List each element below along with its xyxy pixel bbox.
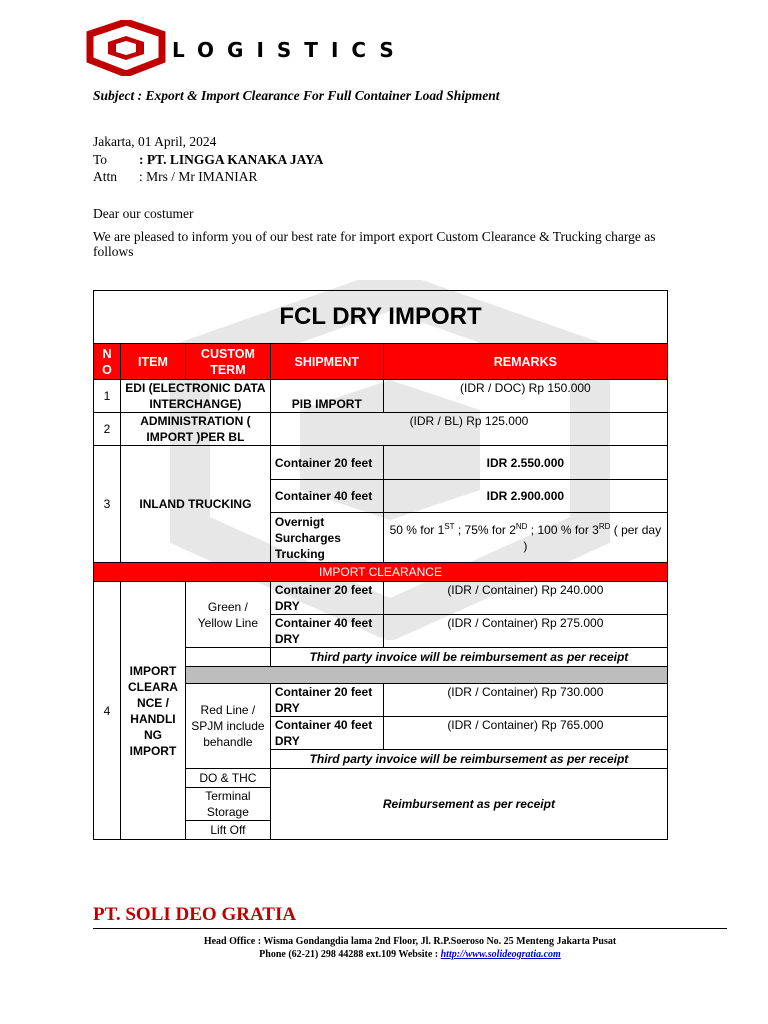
to-value: : PT. LINGGA KANAKA JAYA — [139, 152, 324, 167]
green-container20: Container 20 feet DRY — [270, 582, 383, 615]
row3-container20-price: IDR 2.550.000 — [383, 446, 667, 480]
third-party-note-1: Third party invoice will be reimbursement as per receipt — [270, 648, 667, 667]
row2-remarks: (IDR / BL) Rp 125.000 — [270, 413, 667, 446]
third-party-note-2: Third party invoice will be reimbursement as per receipt — [270, 750, 667, 769]
header-shipment: SHIPMENT — [270, 344, 383, 380]
to-label: To — [93, 152, 108, 167]
red-line: Red Line / SPJM include behandle — [185, 684, 270, 769]
header-remarks: REMARKS — [383, 344, 667, 380]
reimbursement-note: Reimbursement as per receipt — [270, 769, 667, 840]
header-custom-term: CUSTOM TERM — [185, 344, 270, 380]
do-thc: DO & THC — [185, 769, 270, 788]
letter-to — [93, 152, 323, 168]
header-item: ITEM — [120, 344, 185, 380]
table-title: FCL DRY IMPORT — [94, 291, 668, 344]
company-logo-icon — [86, 20, 166, 76]
terminal-storage: Terminal Storage — [185, 788, 270, 821]
greeting: Dear our costumer — [93, 206, 194, 221]
logo-text: LOGISTICS — [172, 38, 407, 62]
green-container40: Container 40 feet DRY — [270, 615, 383, 648]
green-line: Green / Yellow Line — [185, 582, 270, 648]
red-container20-price: (IDR / Container) Rp 730.000 — [383, 684, 667, 717]
row1-no: 1 — [94, 380, 121, 413]
row3-overnight-remarks: 50 % for 1ST ; 75% for 2ND ; 100 % for 3RD ( per day ) — [383, 513, 667, 563]
green-container40-price: (IDR / Container) Rp 275.000 — [383, 615, 667, 648]
row1-item: EDI (ELECTRONIC DATA INTERCHANGE) — [120, 380, 270, 413]
row3-container40-price: IDR 2.900.000 — [383, 480, 667, 513]
import-clearance-band: IMPORT CLEARANCE — [94, 563, 668, 582]
letter-date: Jakarta, 01 April, 2024 — [93, 134, 217, 149]
footer-contact — [93, 949, 727, 961]
row2-item: ADMINISTRATION ( IMPORT )PER BL — [120, 413, 270, 446]
row3-overnight: Overnigt Surcharges Trucking — [270, 513, 383, 563]
rate-table — [93, 290, 668, 840]
green-container20-price: (IDR / Container) Rp 240.000 — [383, 582, 667, 615]
row4-no: 4 — [94, 582, 121, 840]
row2-no: 2 — [94, 413, 121, 446]
lift-off: Lift Off — [185, 821, 270, 840]
letter-attn — [93, 169, 258, 185]
row1-shipment: PIB IMPORT — [270, 380, 383, 413]
attn-value: : Mrs / Mr IMANIAR — [139, 169, 258, 184]
row1-remarks: (IDR / DOC) Rp 150.000 — [383, 380, 667, 413]
company-name: PT. SOLI DEO GRATIA — [93, 904, 297, 925]
subject-line: Subject : Export & Import Clearance For Full Container Load Shipment — [93, 88, 500, 103]
red-container40-price: (IDR / Container) Rp 765.000 — [383, 717, 667, 750]
footer-address: Head Office : Wisma Gondangdia lama 2nd Floor, Jl. R.P.Soeroso No. 25 Menteng Jakarta Pusat — [203, 936, 617, 947]
row3-container40: Container 40 feet — [270, 480, 383, 513]
header-no: N O — [94, 344, 121, 380]
row3-item: INLAND TRUCKING — [120, 446, 270, 563]
attn-label: Attn — [93, 169, 118, 184]
footer-divider — [93, 928, 727, 929]
footer-phone: Phone (62-21) 298 44288 ext.109 Website : — [259, 949, 441, 960]
red-container20: Container 20 feet DRY — [270, 684, 383, 717]
website-link[interactable]: http://www.solideogratia.com — [440, 949, 561, 960]
row4-item: IMPORT CLEARA NCE / HANDLI NG IMPORT — [120, 582, 185, 840]
red-container40: Container 40 feet DRY — [270, 717, 383, 750]
row3-container20: Container 20 feet — [270, 446, 383, 480]
row3-no: 3 — [94, 446, 121, 563]
intro-paragraph: We are pleased to inform you of our best rate for import export Custom Clearance & Trucking charge as follows — [93, 229, 656, 259]
